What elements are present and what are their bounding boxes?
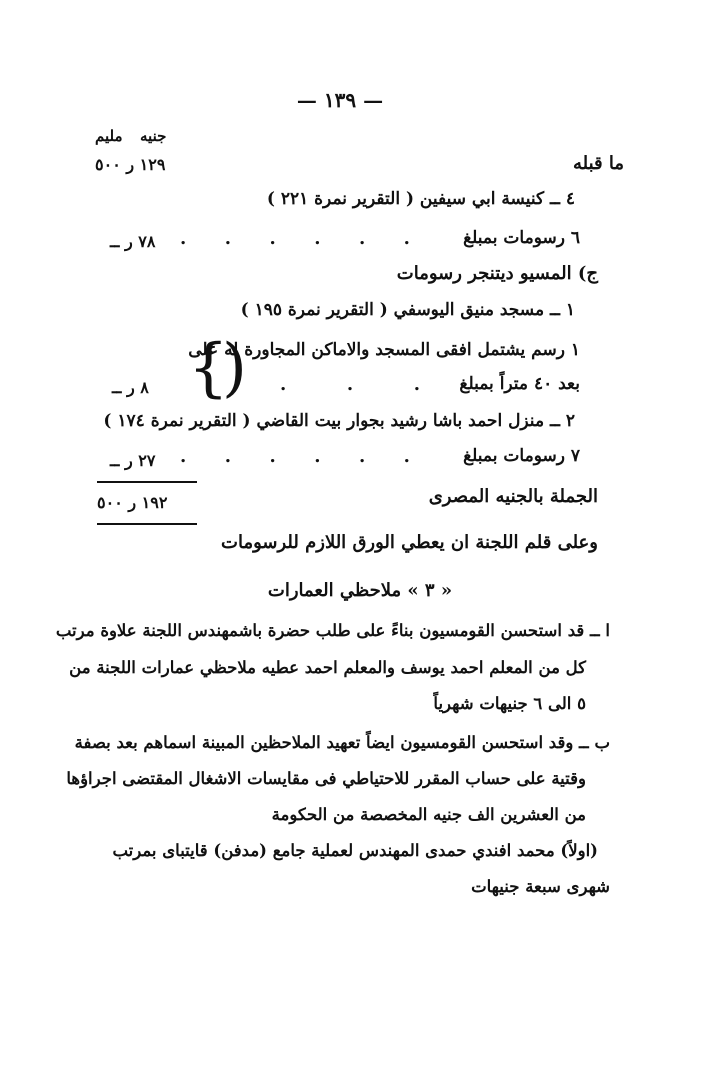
page-number: — ١٣٩ — (296, 88, 384, 112)
item1-leader-dots: . . . (280, 374, 420, 395)
item4-title: ٤ ــ كنيسة ابي سيفين ( التقرير نمرة ٢٢١ ) (266, 189, 575, 209)
item1-title: ١ ــ مسجد منيق اليوسفي ( التقرير نمرة ١٩٥ ) (240, 300, 575, 320)
total-top-rule (97, 481, 197, 483)
paragraph-a-line1: ا ــ قد استحسن القومسيون بناءً على طلب حضرة باشمهندس اللجنة علاوة مرتب (55, 621, 610, 640)
item4-leader-dots: . . . . . . (180, 228, 410, 249)
carried-forward-label: ما قبله (572, 153, 624, 174)
column-header-pound: جنيه (140, 127, 167, 145)
item2-amount: ٢٧ ر ــ (110, 451, 156, 470)
section-j-heading: ج) المسيو ديتنجر رسومات (396, 263, 598, 284)
section-3-heading: « ٣ » ملاحظي العمارات (267, 580, 453, 601)
item1-brace-right: ) (222, 331, 247, 405)
carried-forward-amount: ١٢٩ ر ٥٠٠ (95, 155, 166, 174)
paragraph-c-line1: (اولاً) محمد افندي حمدى المهندس لعملية جامع (مدفن) قايتباى بمرتب (112, 841, 598, 860)
item2-detail: ٧ رسومات بمبلغ (463, 446, 580, 466)
committee-note: وعلى قلم اللجنة ان يعطي الورق اللازم للرسومات (221, 532, 598, 553)
paragraph-a-line3: ٥ الى ٦ جنيهات شهرياً (433, 694, 586, 713)
item4-detail: ٦ رسومات بمبلغ (463, 228, 580, 248)
item2-leader-dots: . . . . . . (180, 446, 410, 467)
paragraph-b-line3: من العشرين الف جنيه المخصصة من الحكومة (271, 805, 586, 824)
paragraph-a-line2: كل من المعلم احمد يوسف والمعلم احمد عطيه ملاحظي عمارات اللجنة من (69, 658, 586, 677)
total-amount: ١٩٢ ر ٥٠٠ (97, 493, 168, 512)
total-bottom-rule (97, 523, 197, 525)
paragraph-c-line2: شهرى سبعة جنيهات (471, 877, 610, 896)
item4-amount: ٧٨ ر ــ (110, 232, 156, 251)
item1-amount: ٨ ر ــ (112, 378, 149, 397)
paragraph-b-line1: ب ــ وقد استحسن القومسيون ايضاً تعهيد الملاحظين المبينة اسماهم بعد بصفة (74, 733, 610, 752)
item1-brace: { (188, 331, 229, 405)
item1-detail-a: ١ رسم يشتمل افقى المسجد والاماكن المجاورة له على (188, 340, 580, 360)
paragraph-b-line2: وقتية على حساب المقرر للاحتياطي فى مقايسات الاشغال المقتضى اجراؤها (66, 769, 586, 788)
total-label: الجملة بالجنيه المصرى (428, 486, 598, 507)
item1-detail-b: بعد ٤٠ متراً بمبلغ (459, 374, 580, 394)
item2-title: ٢ ــ منزل احمد باشا رشيد بجوار بيت القاضي ( التقرير نمرة ١٧٤ ) (103, 411, 575, 431)
column-header-millieme: مليم (95, 127, 123, 145)
